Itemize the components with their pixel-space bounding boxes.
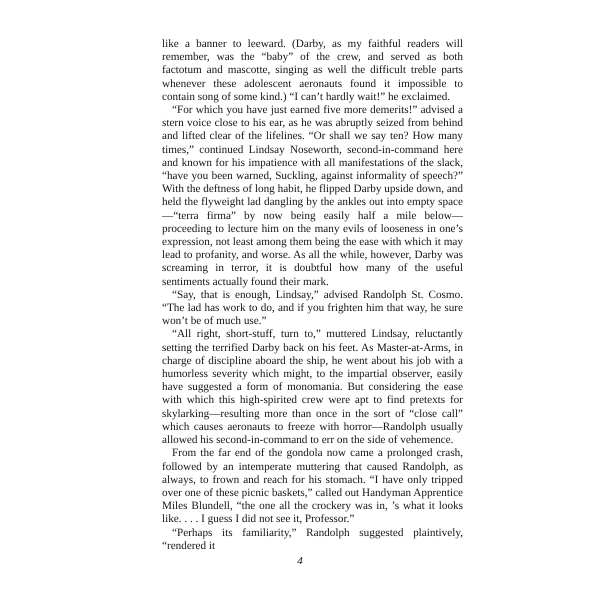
paragraph-6: “Perhaps its familiarity,” Randolph suggested plaintively, “rendered it [162,526,463,552]
paragraph-1: like a banner to leeward. (Darby, as my faithful readers will remember, was the “baby” of the crew, and served as both factotum and mascotte, singing as well the difficult treble parts whenever these adolescent aeronauts found it impossible to contain song of some kind.) “I can’t hardly wait!” he exclaimed. [162,38,463,103]
paragraph-4: “All right, short-stuff, turn to,” muttered Lindsay, reluctantly setting the terrified Darby back on his feet. As Master-at-Arms, in charge of discipline aboard the ship, he went about his job with a humorless severity which might, to the impartial observer, easily have suggested a form of monomania. But considering the ease with which this high-spirited crew were apt to find pretexts for skylarking—resulting more than once in the sort of “close call” which causes aeronauts to freeze with horror—Randolph usually allowed his second-in-command to err on the side of vehemence. [162,328,463,447]
paragraph-5: From the far end of the gondola now came a prolonged crash, followed by an intemperate muttering that caused Randolph, as always, to frown and reach for his stomach. “I have only tripped over one of these picnic baskets,” called out Handyman Apprentice Miles Blundell, “the one all the crockery was in, ’s what it looks like. . . . I guess I did not see it, Professor.” [162,447,463,526]
body-text [162,38,463,553]
paragraph-2: “For which you have just earned five more demerits!” advised a stern voice close to his ear, as he was abruptly seized from behind and lifted clear of the lifelines. “Or shall we say ten? How many times,” continued Lindsay Noseworth, second-in-command here and known for his impatience with all manifestations of the slack, “have you been warned, Suckling, against informality of speech?” With the deftness of long habit, he flipped Darby upside down, and held the flyweight lad dangling by the ankles out into empty space—“terra firma” by now being easily half a mile below—proceeding to lecture him on the many evils of looseness in one’s expression, not least among them being the ease with which it may lead to profanity, and worse. As all the while, however, Darby was screaming in terror, it is doubtful how many of the useful sentiments actually found their mark. [162,104,463,288]
paragraph-3: “Say, that is enough, Lindsay,” advised Randolph St. Cosmo. “The lad has work to do, and if you frighten him that way, he sure won’t be of much use.” [162,288,463,328]
page-number: 4 [297,555,303,567]
